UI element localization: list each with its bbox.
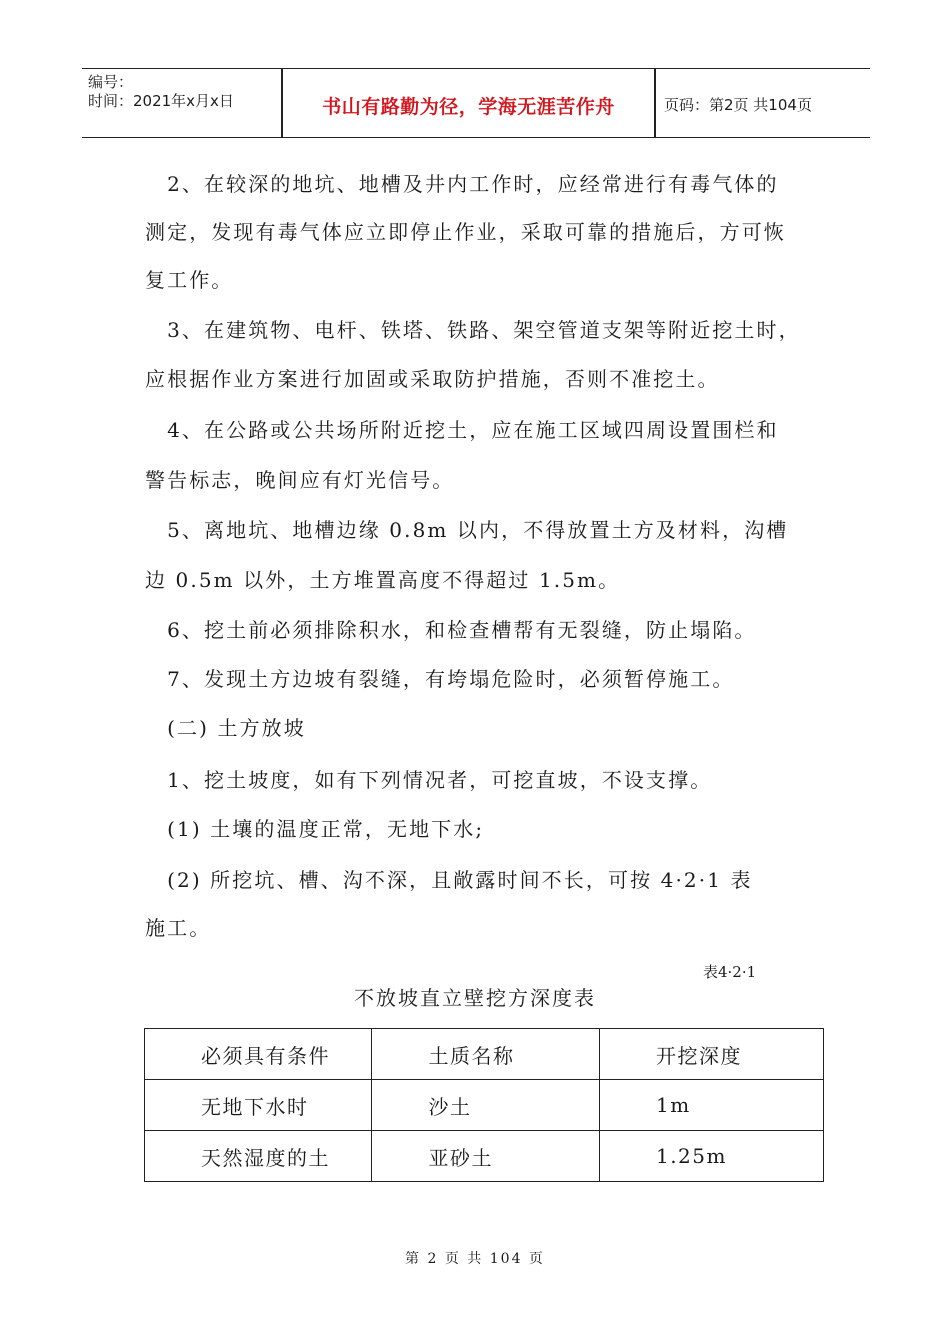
paragraph-line: 边 0.5m 以外，土方堆置高度不得超过 1.5m。 [145, 568, 621, 592]
table-cell: 无地下水时 [145, 1080, 372, 1131]
table-header-cell: 必须具有条件 [145, 1029, 372, 1080]
header-meta [88, 73, 234, 111]
paragraph-line: 测定，发现有毒气体应立即停止作业，采取可靠的措施后，方可恢 [145, 220, 786, 244]
header-page-info: 页码：第2页 共104页 [664, 96, 812, 114]
table-cell: 1m [599, 1080, 823, 1131]
section-heading: (二) 土方放坡 [145, 716, 306, 740]
paragraph-line: 警告标志，晚间应有灯光信号。 [145, 468, 455, 492]
table-row [145, 1131, 824, 1182]
paragraph-line: 施工。 [145, 916, 212, 940]
depth-table [144, 1028, 824, 1182]
table-cell: 亚砂土 [372, 1131, 599, 1182]
paragraph-line: 3、在建筑物、电杆、铁塔、铁路、架空管道支架等附近挖土时， [145, 318, 801, 342]
table-number: 表4·2·1 [703, 963, 757, 981]
table-cell: 1.25m [599, 1131, 823, 1182]
serial-label: 编号： [88, 73, 134, 91]
paragraph-line: 应根据作业方案进行加固或采取防护措施，否则不准挖土。 [145, 367, 720, 391]
time-label: 时间：2021年x月x日 [88, 92, 234, 110]
table-header-cell: 土质名称 [372, 1029, 599, 1080]
table-row [145, 1080, 824, 1131]
paragraph-line: 4、在公路或公共场所附近挖土，应在施工区域四周设置围栏和 [145, 418, 779, 442]
page-header [82, 68, 870, 138]
paragraph-line: 7、发现土方边坡有裂缝，有垮塌危险时，必须暂停施工。 [145, 667, 735, 691]
table-cell: 沙土 [372, 1080, 599, 1131]
paragraph-line: 2、在较深的地坑、地槽及井内工作时，应经常进行有毒气体的 [145, 172, 779, 196]
paragraph-line: 复工作。 [145, 268, 234, 292]
page-footer: 第 2 页 共 104 页 [405, 1251, 545, 1267]
header-motto: 书山有路勤为径，学海无涯苦作舟 [322, 96, 615, 118]
header-divider [654, 69, 656, 137]
paragraph-line: (1) 土壤的温度正常，无地下水; [145, 817, 485, 841]
table-cell: 天然湿度的土 [145, 1131, 372, 1182]
paragraph-line: 6、挖土前必须排除积水，和检查槽帮有无裂缝，防止塌陷。 [145, 618, 757, 642]
paragraph-line: 1、挖土坡度，如有下列情况者，可挖直坡，不设支撑。 [145, 768, 713, 792]
paragraph-line: 5、离地坑、地槽边缘 0.8m 以内，不得放置土方及材料，沟槽 [145, 518, 789, 542]
table-header-row [145, 1029, 824, 1080]
table-title: 不放坡直立壁挖方深度表 [354, 986, 596, 1010]
table-header-cell: 开挖深度 [599, 1029, 823, 1080]
paragraph-line: (2) 所挖坑、槽、沟不深，且敞露时间不长，可按 4·2·1 表 [145, 868, 753, 892]
